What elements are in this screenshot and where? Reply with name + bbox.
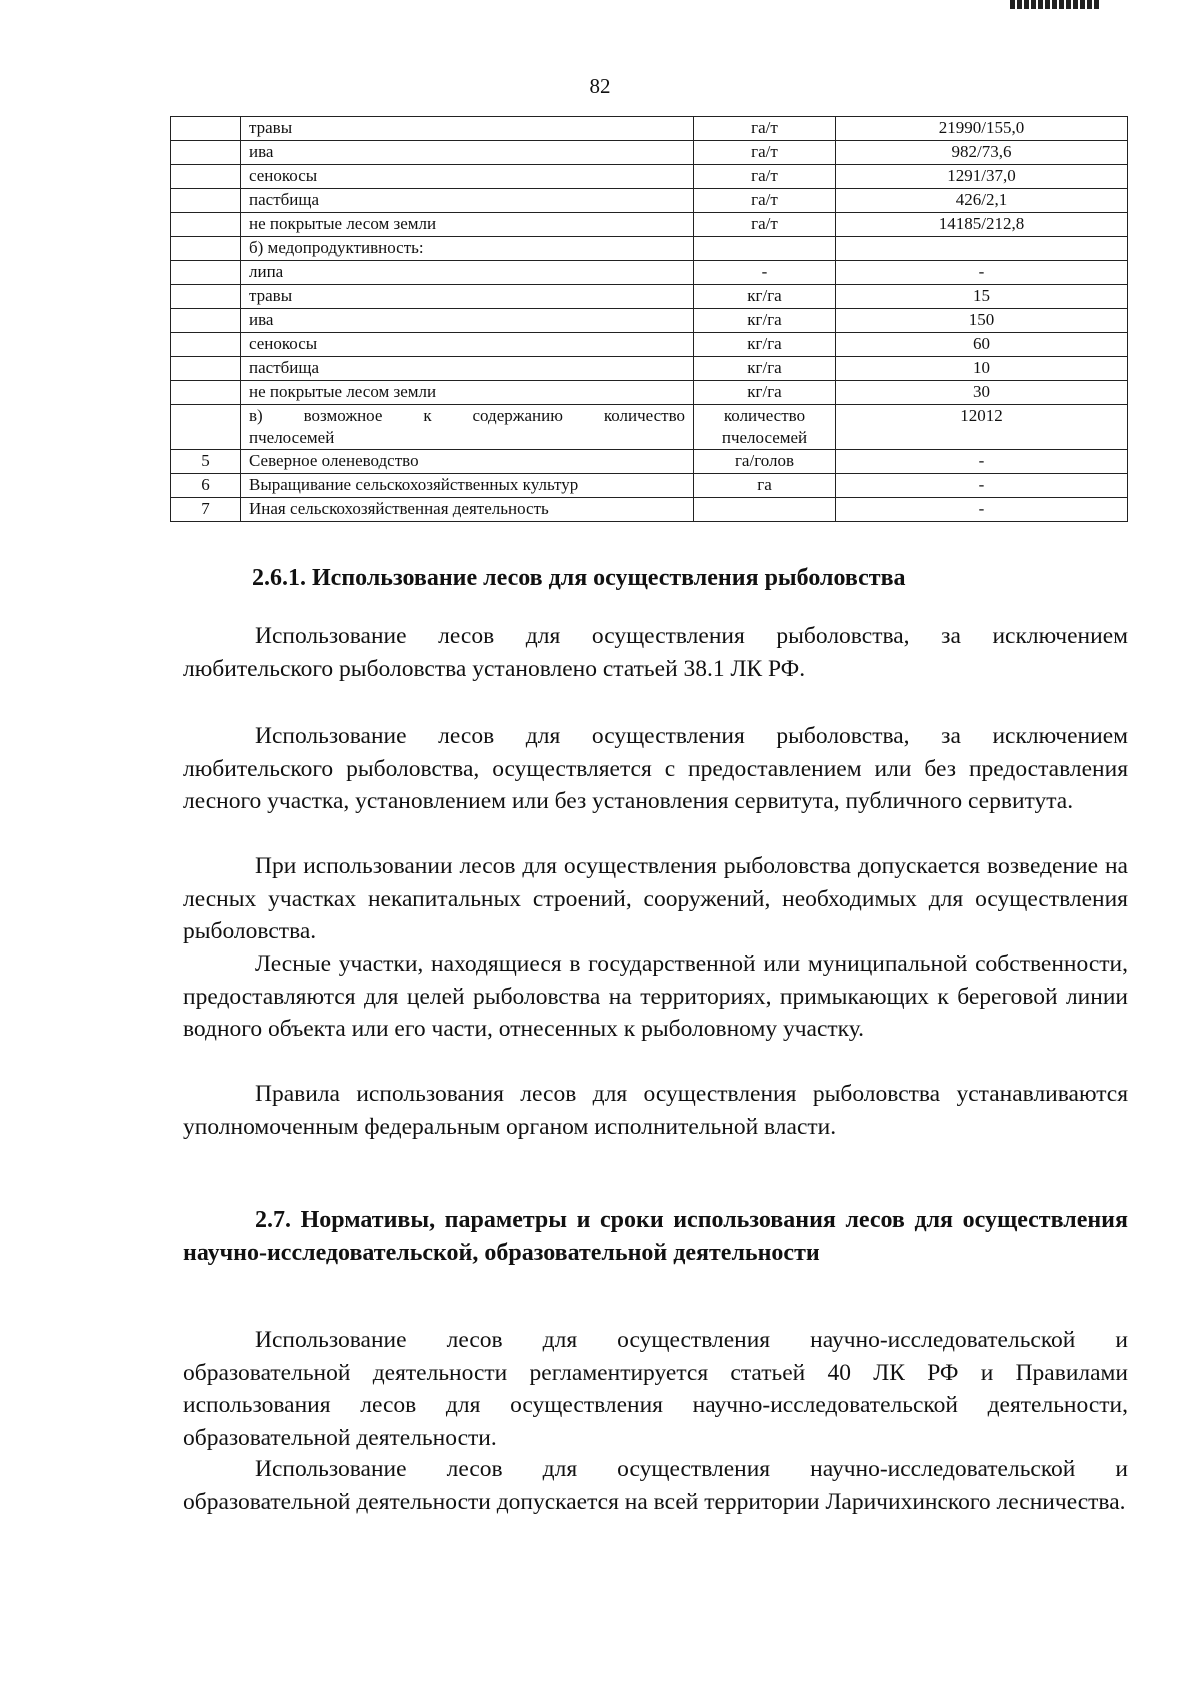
row-name-cell: липа: [241, 261, 694, 285]
table-row: [171, 261, 1128, 285]
row-unit-cell: кг/га: [694, 333, 836, 357]
section-2-6-1-heading: 2.6.1. Использование лесов для осуществления рыболовства: [252, 565, 906, 591]
row-unit-cell: [694, 498, 836, 522]
table-row: [171, 381, 1128, 405]
table-row: [171, 141, 1128, 165]
row-value-cell: 60: [836, 333, 1128, 357]
row-number-cell: [171, 333, 241, 357]
row-value-cell: 14185/212,8: [836, 213, 1128, 237]
row-name-cell: ива: [241, 309, 694, 333]
row-name-cell: травы: [241, 285, 694, 309]
table-row: [171, 474, 1128, 498]
table-row: [171, 237, 1128, 261]
scan-mark: [1010, 0, 1100, 9]
row-number-cell: [171, 405, 241, 450]
row-number-cell: [171, 261, 241, 285]
row-number-cell: 7: [171, 498, 241, 522]
section-2-6-1-paragraph: Использование лесов для осуществления рыболовства, за исключением любительского рыболовства, осуществляется с предоставлением или без предоставления лесного участка, установлением или без установления сервитута, публичного сервитута.: [183, 723, 1128, 814]
row-name-cell: [241, 405, 694, 450]
row-unit-cell: кг/га: [694, 357, 836, 381]
row-name-cell: Северное оленеводство: [241, 450, 694, 474]
row-number-cell: [171, 165, 241, 189]
row-unit-cell: количество пчелосемей: [694, 405, 836, 450]
row-value-cell: 12012: [836, 405, 1128, 450]
table-row: [171, 357, 1128, 381]
row-value-cell: 10: [836, 357, 1128, 381]
row-value-cell: -: [836, 450, 1128, 474]
row-value-cell: 21990/155,0: [836, 117, 1128, 141]
row-unit-cell: кг/га: [694, 309, 836, 333]
table-row: [171, 498, 1128, 522]
row-unit-cell: га/т: [694, 117, 836, 141]
row-number-cell: [171, 117, 241, 141]
row-value-cell: [836, 237, 1128, 261]
table-row: [171, 450, 1128, 474]
row-name-cell: не покрытые лесом земли: [241, 213, 694, 237]
row-number-cell: [171, 213, 241, 237]
row-value-cell: -: [836, 498, 1128, 522]
table-row: [171, 405, 1128, 450]
row-value-cell: 426/2,1: [836, 189, 1128, 213]
row-value-cell: 15: [836, 285, 1128, 309]
row-name-cell: пастбища: [241, 357, 694, 381]
row-value-cell: 1291/37,0: [836, 165, 1128, 189]
row-name-cell: сенокосы: [241, 165, 694, 189]
section-2-7-paragraph: Использование лесов для осуществления научно-исследовательской и образовательной деятельности допускается на всей территории Ларичихинского лесничества.: [183, 1456, 1128, 1515]
table-row: [171, 285, 1128, 309]
section-2-6-1-paragraph: Использование лесов для осуществления рыболовства, за исключением любительского рыболовства установлено статьей 38.1 ЛК РФ.: [183, 623, 1128, 682]
row-number-cell: [171, 381, 241, 405]
row-unit-cell: га/т: [694, 213, 836, 237]
section-2-7-paragraph: Использование лесов для осуществления научно-исследовательской и образовательной деятельности регламентируется статьей 40 ЛК РФ и Правилами использования лесов для осуществления научно-исследовательской деятельности, образовательной деятельности.: [183, 1327, 1128, 1451]
row-unit-cell: кг/га: [694, 381, 836, 405]
section-2-6-1-paragraph: Лесные участки, находящиеся в государственной или муниципальной собственности, предоставляются для целей рыболовства на территориях, примыкающих к береговой линии водного объекта или его части, отнесенных к рыболовному участку.: [183, 951, 1128, 1042]
row-unit-cell: кг/га: [694, 285, 836, 309]
table-row: [171, 117, 1128, 141]
row-name-cell: не покрытые лесом земли: [241, 381, 694, 405]
section-2-6-1-paragraph: При использовании лесов для осуществления рыболовства допускается возведение на лесных участках некапитальных строений, сооружений, необходимых для осуществления рыболовства.: [183, 853, 1128, 944]
data-table: [170, 116, 1128, 522]
table-row: [171, 189, 1128, 213]
row-name-line: пчелосемей: [249, 428, 335, 447]
page-number: 82: [589, 74, 611, 98]
row-name-cell: Выращивание сельскохозяйственных культур: [241, 474, 694, 498]
row-unit-cell: га/т: [694, 165, 836, 189]
table-row: [171, 309, 1128, 333]
row-number-cell: [171, 285, 241, 309]
row-name-cell: пастбища: [241, 189, 694, 213]
row-name-line: в) возможное к содержанию количество: [249, 406, 685, 425]
row-number-cell: [171, 309, 241, 333]
row-number-cell: [171, 189, 241, 213]
row-number-cell: 5: [171, 450, 241, 474]
row-name-cell: ива: [241, 141, 694, 165]
table-row: [171, 165, 1128, 189]
row-number-cell: [171, 357, 241, 381]
row-value-cell: 30: [836, 381, 1128, 405]
row-name-cell: б) медопродуктивность:: [241, 237, 694, 261]
row-number-cell: [171, 237, 241, 261]
row-name-cell: травы: [241, 117, 694, 141]
row-unit-cell: -: [694, 261, 836, 285]
row-unit-cell: га/т: [694, 189, 836, 213]
table-row: [171, 213, 1128, 237]
section-2-6-1-paragraph: Правила использования лесов для осуществления рыболовства устанавливаются уполномоченным федеральным органом исполнительной власти.: [183, 1081, 1128, 1140]
row-value-cell: -: [836, 474, 1128, 498]
row-name-cell: Иная сельскохозяйственная деятельность: [241, 498, 694, 522]
row-unit-cell: га/голов: [694, 450, 836, 474]
row-name-cell: сенокосы: [241, 333, 694, 357]
section-2-7-heading: 2.7. Нормативы, параметры и сроки использования лесов для осуществления научно-исследовательской, образовательной деятельности: [183, 1207, 1128, 1266]
row-value-cell: 150: [836, 309, 1128, 333]
table-row: [171, 333, 1128, 357]
row-number-cell: [171, 141, 241, 165]
row-number-cell: 6: [171, 474, 241, 498]
row-value-cell: -: [836, 261, 1128, 285]
row-unit-cell: [694, 237, 836, 261]
row-unit-cell: га/т: [694, 141, 836, 165]
row-unit-cell: га: [694, 474, 836, 498]
row-value-cell: 982/73,6: [836, 141, 1128, 165]
